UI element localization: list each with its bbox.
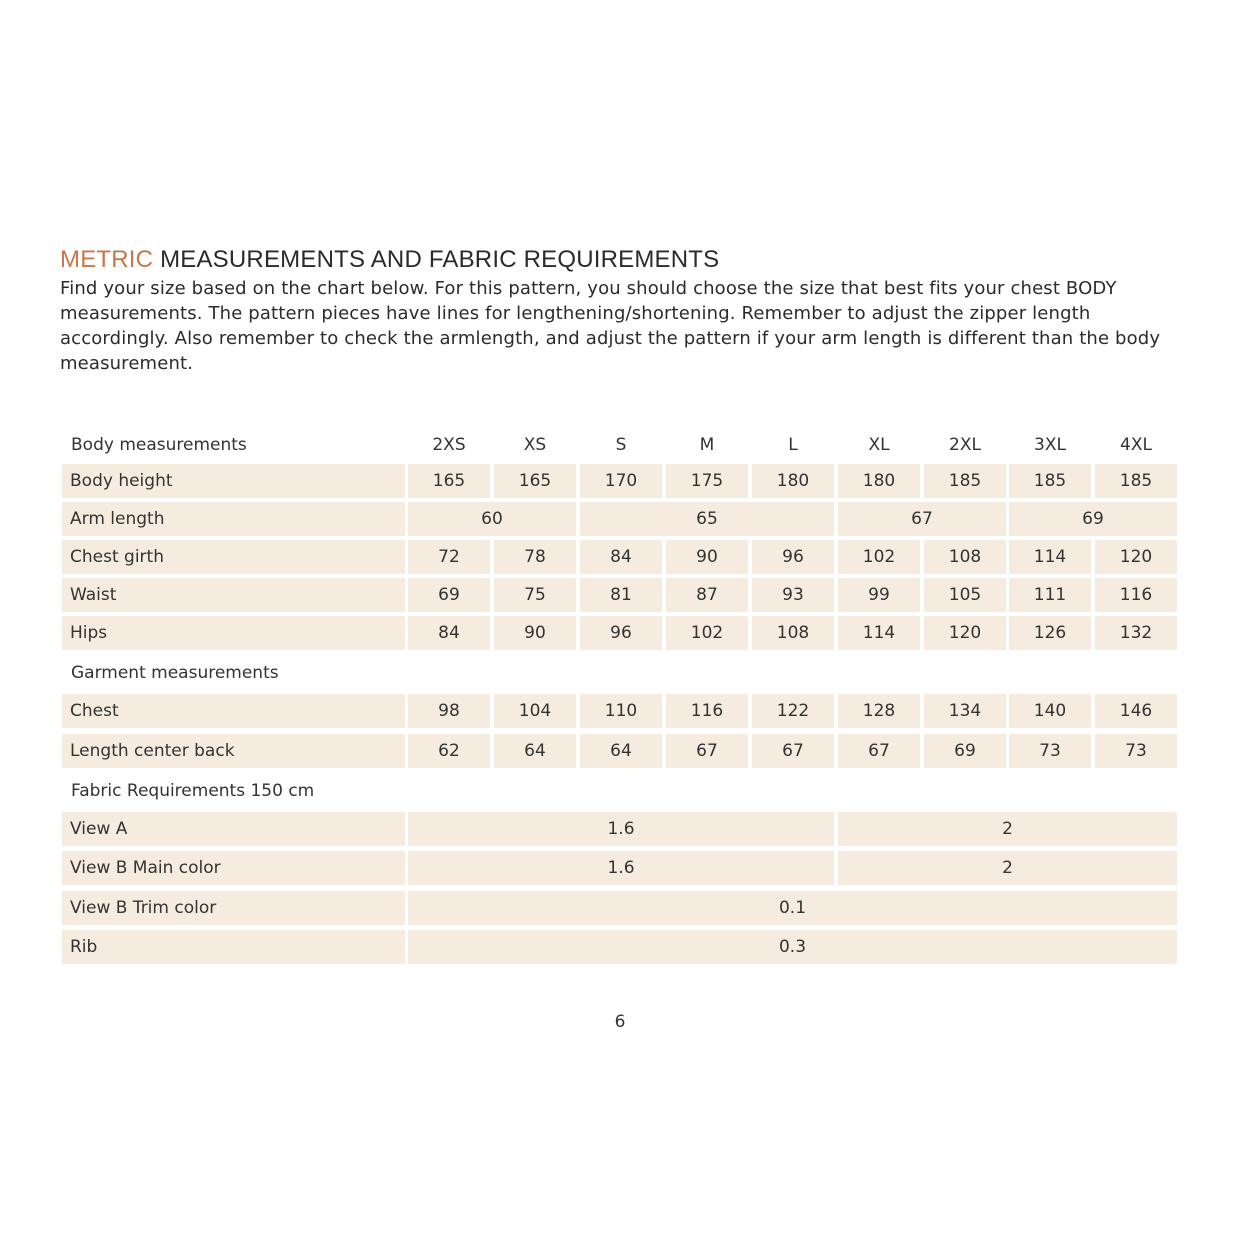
table-cell: 128: [838, 694, 920, 728]
table-cell: 140: [1009, 694, 1091, 728]
page-heading: [60, 246, 719, 274]
size-header: 3XL: [1034, 435, 1066, 455]
table-cell: 185: [1095, 464, 1177, 498]
table-cell: 84: [408, 616, 490, 650]
heading-rest: MEASUREMENTS AND FABRIC REQUIREMENTS: [160, 246, 720, 273]
row-label: Hips: [62, 616, 405, 650]
table-cell: 134: [924, 694, 1006, 728]
size-header: M: [699, 435, 715, 455]
table-cell: 96: [752, 540, 834, 574]
row-label: Arm length: [62, 502, 405, 536]
row-label: Rib: [62, 930, 405, 964]
table-cell: 75: [494, 578, 576, 612]
table-cell: 0.3: [408, 930, 1177, 964]
row-label: Chest girth: [62, 540, 405, 574]
table-cell: 111: [1009, 578, 1091, 612]
table-cell: 110: [580, 694, 662, 728]
table-cell: 165: [408, 464, 490, 498]
table-cell: 105: [924, 578, 1006, 612]
table-cell: 64: [494, 734, 576, 768]
table-cell: 114: [838, 616, 920, 650]
table-cell: 90: [666, 540, 748, 574]
section-label: Fabric Requirements 150 cm: [71, 781, 315, 801]
table-cell: 108: [924, 540, 1006, 574]
heading-accent: METRIC: [60, 246, 154, 273]
size-header: 4XL: [1120, 435, 1152, 455]
table-cell: 67: [752, 734, 834, 768]
table-cell: 1.6: [408, 851, 834, 885]
page-number: 6: [614, 1012, 626, 1032]
table-cell: 116: [1095, 578, 1177, 612]
table-cell: 73: [1009, 734, 1091, 768]
table-cell: 180: [752, 464, 834, 498]
table-cell: 180: [838, 464, 920, 498]
table-cell: 102: [838, 540, 920, 574]
table-cell: 146: [1095, 694, 1177, 728]
table-cell: 175: [666, 464, 748, 498]
table-cell: 98: [408, 694, 490, 728]
size-header: L: [788, 435, 798, 455]
size-header: S: [615, 435, 627, 455]
table-cell: 120: [924, 616, 1006, 650]
table-cell: 104: [494, 694, 576, 728]
row-label: View A: [62, 812, 405, 846]
table-cell: 67: [666, 734, 748, 768]
table-cell: 102: [666, 616, 748, 650]
table-cell: 116: [666, 694, 748, 728]
table-cell: 122: [752, 694, 834, 728]
row-label: Chest: [62, 694, 405, 728]
row-label: View B Main color: [62, 851, 405, 885]
table-cell: 81: [580, 578, 662, 612]
intro-paragraph: Find your size based on the chart below. For this pattern, you should choose the size that best fits your chest BODY measurements. The pattern pieces have lines for lengthening/shortening. Remember to adjust the zipper length accordingly. Also remember to check the armlength, and adjust the pattern if your arm length is different than the body measurement.: [60, 278, 1161, 374]
table-cell: 69: [1009, 502, 1177, 536]
table-cell: 60: [408, 502, 576, 536]
table-cell: 90: [494, 616, 576, 650]
section-label: Body measurements: [71, 435, 247, 455]
row-label: Length center back: [62, 734, 405, 768]
table-cell: 84: [580, 540, 662, 574]
size-header: XL: [868, 435, 890, 455]
table-cell: 1.6: [408, 812, 834, 846]
table-cell: 65: [580, 502, 834, 536]
table-cell: 73: [1095, 734, 1177, 768]
table-cell: 120: [1095, 540, 1177, 574]
table-cell: 0.1: [408, 891, 1177, 925]
size-header: 2XS: [432, 435, 466, 455]
table-cell: 185: [924, 464, 1006, 498]
table-cell: 170: [580, 464, 662, 498]
table-cell: 78: [494, 540, 576, 574]
table-cell: 69: [408, 578, 490, 612]
table-cell: 93: [752, 578, 834, 612]
table-cell: 99: [838, 578, 920, 612]
table-cell: 2: [838, 812, 1177, 846]
row-label: Waist: [62, 578, 405, 612]
table-cell: 69: [924, 734, 1006, 768]
table-cell: 67: [838, 734, 920, 768]
table-cell: 64: [580, 734, 662, 768]
size-header: 2XL: [949, 435, 981, 455]
table-cell: 126: [1009, 616, 1091, 650]
table-cell: 2: [838, 851, 1177, 885]
row-label: Body height: [62, 464, 405, 498]
table-cell: 87: [666, 578, 748, 612]
table-cell: 108: [752, 616, 834, 650]
table-cell: 114: [1009, 540, 1091, 574]
table-cell: 67: [838, 502, 1006, 536]
table-cell: 72: [408, 540, 490, 574]
table-cell: 62: [408, 734, 490, 768]
section-label: Garment measurements: [71, 663, 279, 683]
table-cell: 132: [1095, 616, 1177, 650]
row-label: View B Trim color: [62, 891, 405, 925]
table-cell: 96: [580, 616, 662, 650]
table-cell: 185: [1009, 464, 1091, 498]
table-cell: 165: [494, 464, 576, 498]
size-header: XS: [523, 435, 547, 455]
